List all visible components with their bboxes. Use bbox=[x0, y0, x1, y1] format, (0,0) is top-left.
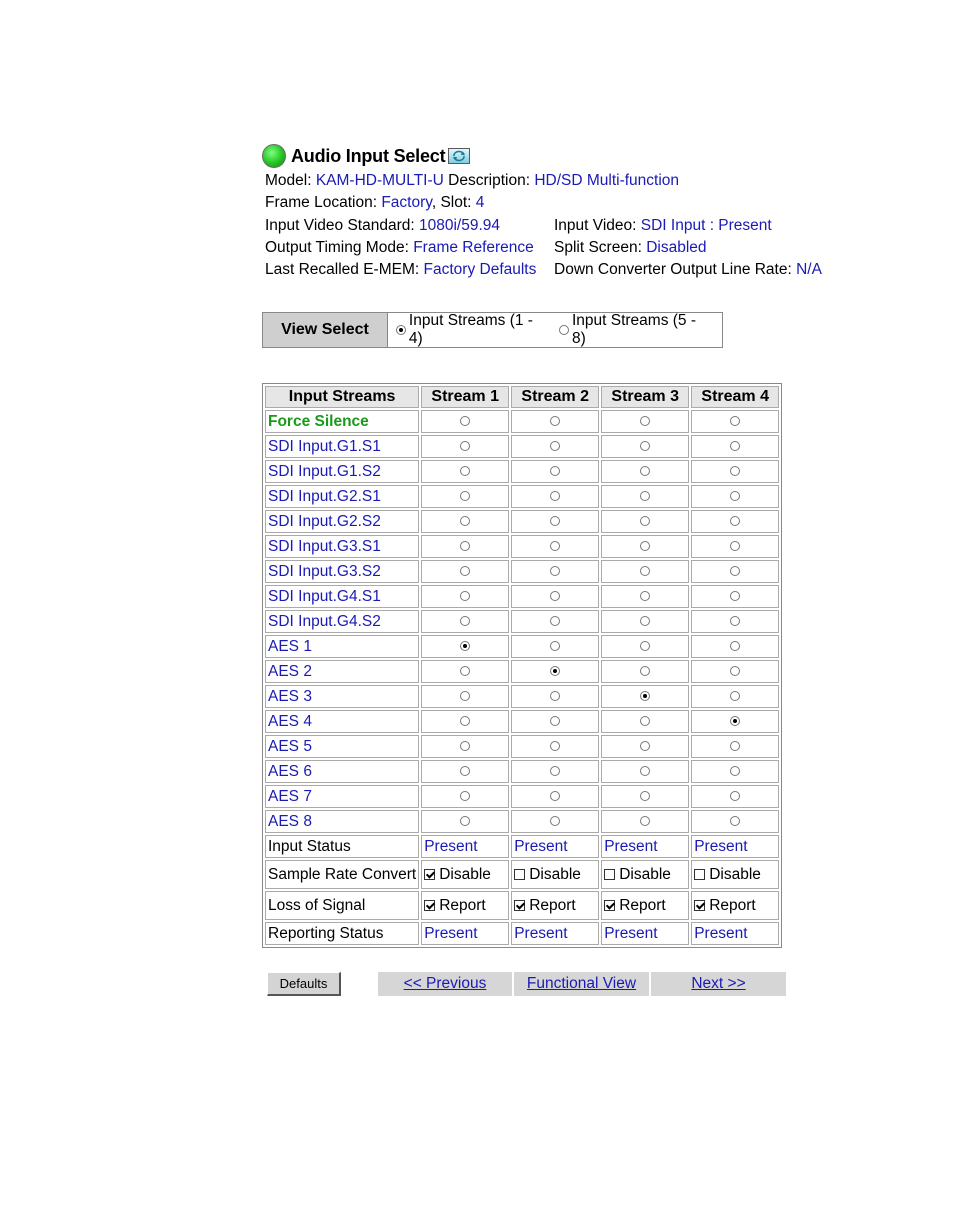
column-header-stream-2: Stream 2 bbox=[511, 386, 599, 408]
status-info-grid bbox=[265, 215, 862, 281]
down-converter-line-rate bbox=[554, 259, 862, 281]
page-title: Audio Input Select bbox=[291, 145, 446, 166]
stream-4-cell bbox=[691, 535, 779, 558]
table-row bbox=[265, 610, 779, 633]
stream-3-radio[interactable] bbox=[640, 516, 650, 526]
stream-1-cell bbox=[421, 560, 509, 583]
input-video bbox=[554, 215, 862, 237]
stream-2-cell bbox=[511, 610, 599, 633]
input-source-label: AES 6 bbox=[265, 760, 419, 783]
last-recalled-emem bbox=[265, 259, 554, 281]
stream-2-cell bbox=[511, 785, 599, 808]
loss-of-signal-stream-3 bbox=[601, 891, 689, 920]
stream-2-radio[interactable] bbox=[550, 641, 560, 651]
stream-2-cell bbox=[511, 485, 599, 508]
stream-3-cell bbox=[601, 735, 689, 758]
stream-1-cell bbox=[421, 685, 509, 708]
stream-3-radio[interactable] bbox=[640, 566, 650, 576]
output-timing-label: Output Timing Mode: bbox=[265, 239, 409, 256]
reporting-status-label: Reporting Status bbox=[265, 922, 419, 945]
previous-link[interactable]: << Previous bbox=[378, 972, 512, 996]
table-row bbox=[265, 685, 779, 708]
model-label: Model: bbox=[265, 172, 312, 189]
reporting-status-stream-3: Present bbox=[601, 922, 689, 945]
input-source-label: AES 8 bbox=[265, 810, 419, 833]
stream-4-cell bbox=[691, 435, 779, 458]
slot-value: 4 bbox=[475, 194, 485, 211]
stream-2-radio[interactable] bbox=[550, 416, 560, 426]
view-option-streams-5-8[interactable] bbox=[559, 312, 714, 348]
input-video-standard-value: 1080i/59.94 bbox=[418, 217, 501, 234]
input-source-label: SDI Input.G4.S2 bbox=[265, 610, 419, 633]
stream-4-radio[interactable] bbox=[730, 766, 740, 776]
down-converter-label: Down Converter Output Line Rate: bbox=[554, 261, 792, 278]
stream-1-radio[interactable] bbox=[460, 516, 470, 526]
input-source-label: AES 1 bbox=[265, 635, 419, 658]
stream-1-radio[interactable] bbox=[460, 791, 470, 801]
stream-1-radio[interactable] bbox=[460, 566, 470, 576]
stream-3-cell bbox=[601, 810, 689, 833]
stream-2-radio[interactable] bbox=[550, 616, 560, 626]
description-label: Description: bbox=[448, 172, 531, 189]
stream-3-radio[interactable] bbox=[640, 816, 650, 826]
stream-2-cell bbox=[511, 685, 599, 708]
stream-3-radio[interactable] bbox=[640, 716, 650, 726]
stream-4-radio[interactable] bbox=[730, 666, 740, 676]
stream-4-radio[interactable] bbox=[730, 691, 740, 701]
stream-2-radio[interactable] bbox=[550, 591, 560, 601]
stream-1-radio[interactable] bbox=[460, 716, 470, 726]
view-option-label: Input Streams (1 - 4) bbox=[408, 312, 533, 347]
stream-2-cell bbox=[511, 560, 599, 583]
refresh-arrow-icon bbox=[451, 150, 467, 162]
stream-4-cell bbox=[691, 710, 779, 733]
stream-4-cell bbox=[691, 560, 779, 583]
stream-1-cell bbox=[421, 785, 509, 808]
split-screen-label: Split Screen: bbox=[554, 239, 642, 256]
frame-location-label: Frame Location: bbox=[265, 194, 377, 211]
input-video-label: Input Video: bbox=[554, 217, 637, 234]
stream-1-cell bbox=[421, 735, 509, 758]
loss-of-signal-option-label: Report bbox=[439, 896, 486, 914]
functional-view-link[interactable]: Functional View bbox=[514, 972, 649, 996]
input-status-label: Input Status bbox=[265, 835, 419, 858]
stream-1-radio[interactable] bbox=[460, 441, 470, 451]
output-timing-mode bbox=[265, 237, 554, 259]
stream-2-radio[interactable] bbox=[550, 816, 560, 826]
stream-2-radio[interactable] bbox=[550, 566, 560, 576]
stream-2-cell bbox=[511, 510, 599, 533]
status-led-icon bbox=[262, 144, 286, 168]
stream-4-cell bbox=[691, 810, 779, 833]
stream-4-cell bbox=[691, 735, 779, 758]
stream-3-radio[interactable] bbox=[640, 641, 650, 651]
stream-1-radio[interactable] bbox=[460, 491, 470, 501]
stream-4-cell bbox=[691, 610, 779, 633]
stream-4-cell bbox=[691, 685, 779, 708]
loss-of-signal-label: Loss of Signal bbox=[265, 891, 419, 920]
stream-2-radio[interactable] bbox=[550, 716, 560, 726]
stream-2-cell bbox=[511, 635, 599, 658]
stream-1-radio[interactable] bbox=[460, 741, 470, 751]
input-source-label: SDI Input.G2.S2 bbox=[265, 510, 419, 533]
view-select-options bbox=[388, 313, 722, 347]
refresh-icon[interactable] bbox=[448, 148, 470, 164]
frame-location-line bbox=[265, 192, 862, 214]
table-row bbox=[265, 735, 779, 758]
output-timing-value: Frame Reference bbox=[413, 239, 534, 256]
radio-icon[interactable] bbox=[559, 325, 569, 335]
sample-rate-convert-row bbox=[265, 860, 779, 889]
stream-2-radio[interactable] bbox=[550, 491, 560, 501]
stream-2-cell bbox=[511, 660, 599, 683]
stream-3-radio[interactable] bbox=[640, 591, 650, 601]
next-link[interactable]: Next >> bbox=[651, 972, 786, 996]
sample-rate-convert-stream-4 bbox=[691, 860, 779, 889]
stream-1-cell bbox=[421, 485, 509, 508]
table-row bbox=[265, 485, 779, 508]
table-row bbox=[265, 560, 779, 583]
stream-3-radio[interactable] bbox=[640, 741, 650, 751]
stream-3-cell bbox=[601, 410, 689, 433]
stream-3-radio[interactable] bbox=[640, 766, 650, 776]
stream-2-radio[interactable] bbox=[550, 541, 560, 551]
stream-3-cell bbox=[601, 560, 689, 583]
stream-1-cell bbox=[421, 610, 509, 633]
table-row bbox=[265, 710, 779, 733]
table-row bbox=[265, 810, 779, 833]
input-source-label: AES 3 bbox=[265, 685, 419, 708]
sample-rate-convert-option-label: Disable bbox=[709, 865, 761, 883]
loss-of-signal-row bbox=[265, 891, 779, 920]
stream-1-radio[interactable] bbox=[460, 616, 470, 626]
table-row bbox=[265, 460, 779, 483]
stream-3-cell bbox=[601, 610, 689, 633]
last-recalled-value: Factory Defaults bbox=[423, 261, 537, 278]
input-source-label: AES 4 bbox=[265, 710, 419, 733]
sample-rate-convert-checkbox[interactable] bbox=[424, 869, 435, 880]
stream-1-cell bbox=[421, 810, 509, 833]
stream-1-radio[interactable] bbox=[460, 416, 470, 426]
stream-2-cell bbox=[511, 810, 599, 833]
stream-4-radio[interactable] bbox=[730, 641, 740, 651]
stream-1-cell bbox=[421, 710, 509, 733]
table-row bbox=[265, 585, 779, 608]
stream-4-radio[interactable] bbox=[730, 716, 740, 726]
stream-1-radio[interactable] bbox=[460, 541, 470, 551]
stream-1-radio[interactable] bbox=[460, 466, 470, 476]
stream-1-cell bbox=[421, 410, 509, 433]
footer-controls bbox=[262, 972, 862, 996]
navigation-bar bbox=[378, 972, 788, 996]
slot-label: , Slot: bbox=[431, 194, 472, 211]
input-status-stream-4: Present bbox=[691, 835, 779, 858]
sample-rate-convert-option-label: Disable bbox=[439, 865, 491, 883]
input-source-label: SDI Input.G1.S2 bbox=[265, 460, 419, 483]
sample-rate-convert-checkbox[interactable] bbox=[514, 869, 525, 880]
stream-1-cell bbox=[421, 660, 509, 683]
model-value: KAM-HD-MULTI-U bbox=[315, 172, 444, 189]
reporting-status-stream-4: Present bbox=[691, 922, 779, 945]
stream-1-radio[interactable] bbox=[460, 766, 470, 776]
table-row bbox=[265, 660, 779, 683]
stream-4-cell bbox=[691, 785, 779, 808]
input-video-standard-label: Input Video Standard: bbox=[265, 217, 415, 234]
table-row bbox=[265, 535, 779, 558]
stream-2-radio[interactable] bbox=[550, 766, 560, 776]
input-source-label: SDI Input.G4.S1 bbox=[265, 585, 419, 608]
input-source-label: SDI Input.G2.S1 bbox=[265, 485, 419, 508]
sample-rate-convert-stream-1 bbox=[421, 860, 509, 889]
stream-4-radio[interactable] bbox=[730, 416, 740, 426]
column-header-stream-3: Stream 3 bbox=[601, 386, 689, 408]
stream-4-radio[interactable] bbox=[730, 441, 740, 451]
reporting-status-stream-1: Present bbox=[421, 922, 509, 945]
loss-of-signal-option-label: Report bbox=[529, 896, 576, 914]
stream-1-radio[interactable] bbox=[460, 666, 470, 676]
stream-1-cell bbox=[421, 510, 509, 533]
loss-of-signal-checkbox[interactable] bbox=[424, 900, 435, 911]
table-row bbox=[265, 785, 779, 808]
input-streams-table bbox=[262, 383, 782, 948]
stream-2-cell bbox=[511, 760, 599, 783]
sample-rate-convert-checkbox[interactable] bbox=[694, 869, 705, 880]
stream-3-cell bbox=[601, 435, 689, 458]
stream-4-cell bbox=[691, 585, 779, 608]
loss-of-signal-option-label: Report bbox=[619, 896, 666, 914]
table-row bbox=[265, 635, 779, 658]
stream-3-cell bbox=[601, 710, 689, 733]
stream-4-radio[interactable] bbox=[730, 791, 740, 801]
loss-of-signal-option-label: Report bbox=[709, 896, 756, 914]
stream-1-cell bbox=[421, 435, 509, 458]
input-status-row bbox=[265, 835, 779, 858]
sample-rate-convert-stream-2 bbox=[511, 860, 599, 889]
table-row bbox=[265, 435, 779, 458]
loss-of-signal-checkbox[interactable] bbox=[604, 900, 615, 911]
input-source-label: Force Silence bbox=[265, 410, 419, 433]
loss-of-signal-stream-4 bbox=[691, 891, 779, 920]
reporting-status-stream-2: Present bbox=[511, 922, 599, 945]
stream-3-radio[interactable] bbox=[640, 666, 650, 676]
table-header-row bbox=[265, 386, 779, 408]
input-video-value: SDI Input : Present bbox=[640, 217, 772, 234]
status-rows bbox=[265, 835, 779, 945]
sample-rate-convert-option-label: Disable bbox=[619, 865, 671, 883]
input-source-label: AES 2 bbox=[265, 660, 419, 683]
stream-2-cell bbox=[511, 460, 599, 483]
view-option-streams-1-4[interactable] bbox=[396, 312, 551, 348]
stream-3-radio[interactable] bbox=[640, 691, 650, 701]
stream-4-cell bbox=[691, 460, 779, 483]
stream-2-radio[interactable] bbox=[550, 441, 560, 451]
input-video-standard bbox=[265, 215, 554, 237]
split-screen bbox=[554, 237, 862, 259]
split-screen-value: Disabled bbox=[646, 239, 707, 256]
stream-4-radio[interactable] bbox=[730, 591, 740, 601]
column-header-stream-1: Stream 1 bbox=[421, 386, 509, 408]
stream-rows bbox=[265, 410, 779, 833]
input-source-label: AES 7 bbox=[265, 785, 419, 808]
stream-3-cell bbox=[601, 510, 689, 533]
stream-4-radio[interactable] bbox=[730, 741, 740, 751]
frame-location-value: Factory bbox=[381, 194, 432, 211]
title-row bbox=[262, 142, 862, 170]
stream-2-cell bbox=[511, 410, 599, 433]
sample-rate-convert-stream-3 bbox=[601, 860, 689, 889]
stream-2-cell bbox=[511, 585, 599, 608]
input-source-label: SDI Input.G3.S1 bbox=[265, 535, 419, 558]
stream-2-cell bbox=[511, 710, 599, 733]
sample-rate-convert-option-label: Disable bbox=[529, 865, 581, 883]
stream-4-cell bbox=[691, 410, 779, 433]
stream-3-radio[interactable] bbox=[640, 541, 650, 551]
stream-4-radio[interactable] bbox=[730, 816, 740, 826]
table-row bbox=[265, 510, 779, 533]
stream-1-cell bbox=[421, 535, 509, 558]
model-line bbox=[265, 170, 862, 192]
input-source-label: SDI Input.G3.S2 bbox=[265, 560, 419, 583]
column-header-stream-4: Stream 4 bbox=[691, 386, 779, 408]
view-select-label: View Select bbox=[263, 313, 388, 347]
loss-of-signal-stream-2 bbox=[511, 891, 599, 920]
stream-1-cell bbox=[421, 635, 509, 658]
sample-rate-convert-label: Sample Rate Convert bbox=[265, 860, 419, 889]
stream-3-cell bbox=[601, 760, 689, 783]
loss-of-signal-stream-1 bbox=[421, 891, 509, 920]
stream-4-cell bbox=[691, 510, 779, 533]
stream-3-radio[interactable] bbox=[640, 616, 650, 626]
stream-3-cell bbox=[601, 660, 689, 683]
stream-4-cell bbox=[691, 485, 779, 508]
column-header-input-streams: Input Streams bbox=[265, 386, 419, 408]
stream-4-radio[interactable] bbox=[730, 566, 740, 576]
stream-1-radio[interactable] bbox=[460, 591, 470, 601]
stream-3-cell bbox=[601, 460, 689, 483]
stream-1-cell bbox=[421, 460, 509, 483]
stream-4-radio[interactable] bbox=[730, 616, 740, 626]
stream-1-cell bbox=[421, 585, 509, 608]
last-recalled-label: Last Recalled E-MEM: bbox=[265, 261, 420, 278]
stream-4-cell bbox=[691, 635, 779, 658]
stream-2-radio[interactable] bbox=[550, 466, 560, 476]
stream-2-cell bbox=[511, 535, 599, 558]
stream-1-radio[interactable] bbox=[460, 816, 470, 826]
stream-2-radio[interactable] bbox=[550, 741, 560, 751]
view-select-box bbox=[262, 312, 723, 348]
radio-icon[interactable] bbox=[396, 325, 406, 335]
input-source-label: AES 5 bbox=[265, 735, 419, 758]
table-row bbox=[265, 410, 779, 433]
stream-3-radio[interactable] bbox=[640, 466, 650, 476]
stream-4-radio[interactable] bbox=[730, 516, 740, 526]
stream-3-cell bbox=[601, 535, 689, 558]
stream-3-radio[interactable] bbox=[640, 441, 650, 451]
stream-1-radio[interactable] bbox=[460, 641, 470, 651]
input-status-stream-3: Present bbox=[601, 835, 689, 858]
stream-3-cell bbox=[601, 485, 689, 508]
table-row bbox=[265, 760, 779, 783]
stream-3-radio[interactable] bbox=[640, 491, 650, 501]
stream-2-radio[interactable] bbox=[550, 791, 560, 801]
description-value: HD/SD Multi-function bbox=[534, 172, 680, 189]
stream-4-cell bbox=[691, 660, 779, 683]
stream-2-radio[interactable] bbox=[550, 666, 560, 676]
stream-3-cell bbox=[601, 785, 689, 808]
stream-2-cell bbox=[511, 735, 599, 758]
stream-3-cell bbox=[601, 685, 689, 708]
stream-4-radio[interactable] bbox=[730, 541, 740, 551]
reporting-status-row bbox=[265, 922, 779, 945]
stream-2-cell bbox=[511, 435, 599, 458]
input-status-stream-2: Present bbox=[511, 835, 599, 858]
stream-4-cell bbox=[691, 760, 779, 783]
stream-4-radio[interactable] bbox=[730, 466, 740, 476]
stream-2-radio[interactable] bbox=[550, 516, 560, 526]
stream-1-radio[interactable] bbox=[460, 691, 470, 701]
audio-input-select-page bbox=[262, 142, 862, 996]
loss-of-signal-checkbox[interactable] bbox=[514, 900, 525, 911]
stream-3-cell bbox=[601, 585, 689, 608]
sample-rate-convert-checkbox[interactable] bbox=[604, 869, 615, 880]
stream-3-radio[interactable] bbox=[640, 416, 650, 426]
stream-1-cell bbox=[421, 760, 509, 783]
down-converter-value: N/A bbox=[796, 261, 822, 278]
input-status-stream-1: Present bbox=[421, 835, 509, 858]
stream-2-radio[interactable] bbox=[550, 691, 560, 701]
stream-3-radio[interactable] bbox=[640, 791, 650, 801]
defaults-button[interactable]: Defaults bbox=[267, 972, 341, 996]
view-option-label: Input Streams (5 - 8) bbox=[571, 312, 696, 347]
input-source-label: SDI Input.G1.S1 bbox=[265, 435, 419, 458]
loss-of-signal-checkbox[interactable] bbox=[694, 900, 705, 911]
stream-3-cell bbox=[601, 635, 689, 658]
stream-4-radio[interactable] bbox=[730, 491, 740, 501]
